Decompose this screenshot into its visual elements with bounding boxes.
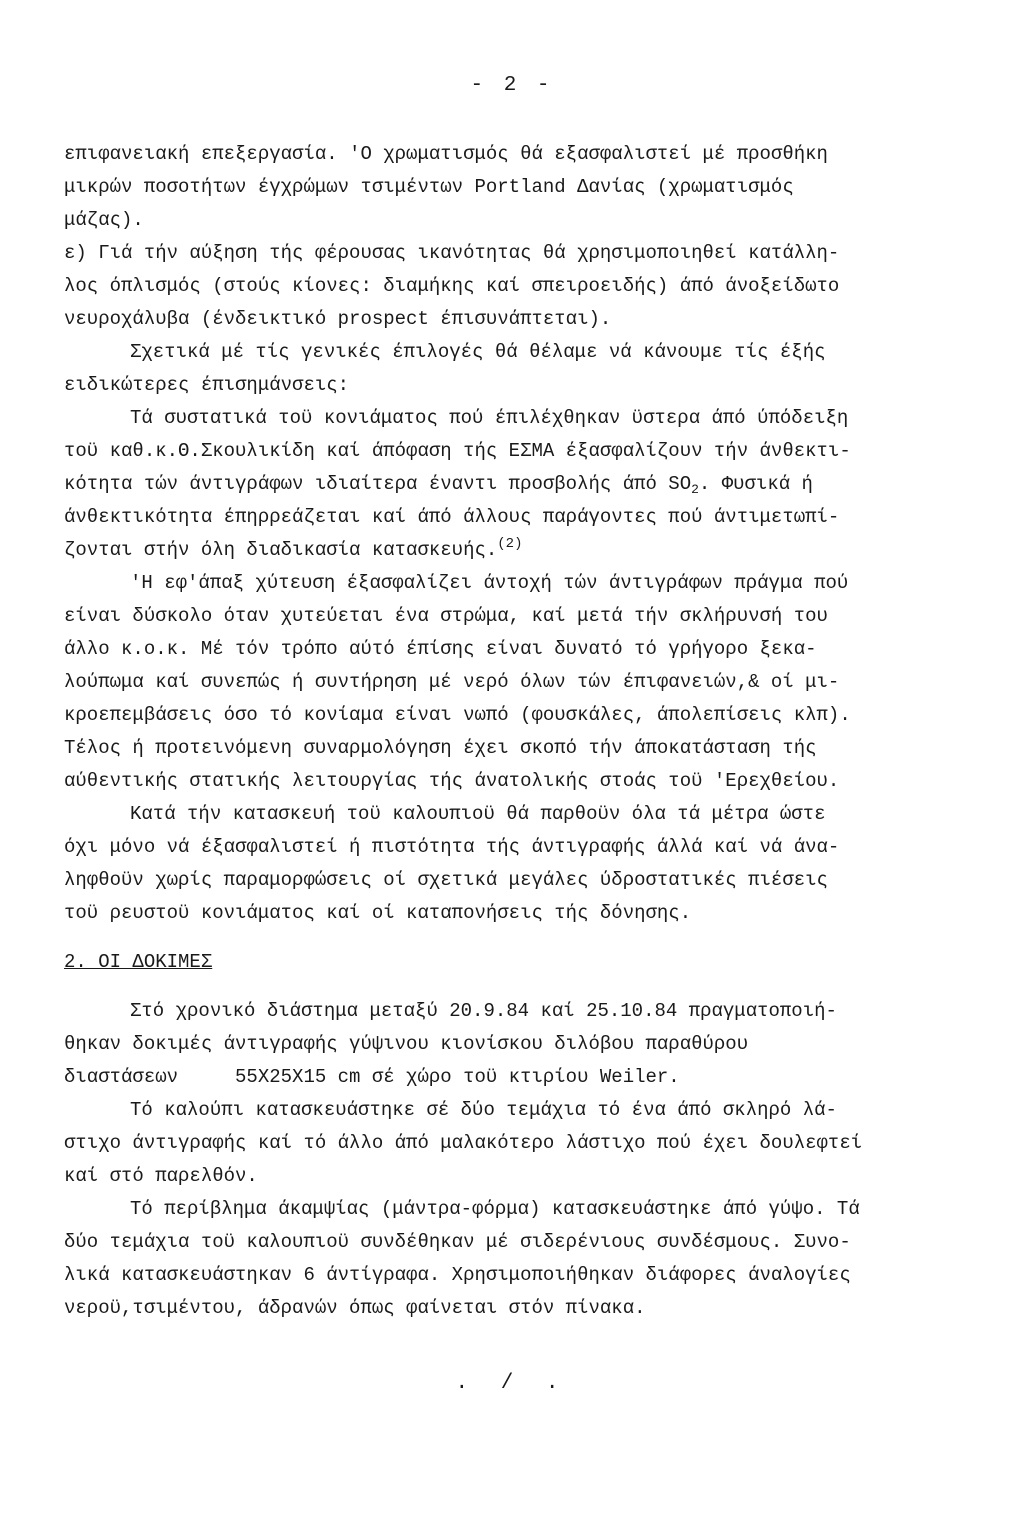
continuation-mark: . / . <box>455 1372 569 1395</box>
section-gap <box>64 930 964 946</box>
text-line: νεροϋ,τσιμέντου, άδρανών όπως φαίνεται στόν πίνακα. <box>64 1297 646 1319</box>
text-line <box>64 468 964 501</box>
text-line: 'Η εφ'άπαξ χύτευση έξασφαλίζει άντοχή τών άντιγράφων πράγμα πού <box>130 572 849 594</box>
text-line: μικρών ποσοτήτων έγχρώμων τσιμέντων Portland Δανίας (χρωματισμός <box>64 176 794 198</box>
text-line: μάζας). <box>64 209 144 231</box>
text-line: τοϋ ρευστοϋ κονιάματος καί οί καταπονήσεις τής δόνησης. <box>64 902 692 924</box>
paragraph-tests-period <box>64 995 964 1094</box>
text-line: ειδικώτερες έπισημάνσεις: <box>64 374 350 396</box>
text-line: στιχο άντιγραφής καί τό άλλο άπό μαλακότερο λάστιχο πού έχει δουλεφτεί <box>64 1132 863 1154</box>
paragraph-rigid-casing <box>64 1193 964 1325</box>
text-line: λος όπλισμός (στούς κίονες: διαμήκης καί σπειροειδής) άπό άνοξείδωτο <box>64 275 840 297</box>
body-text <box>64 138 964 1325</box>
page-number: - 2 - <box>470 74 554 97</box>
text-line: τοϋ καθ.κ.Θ.Σκουλικίδη καί άπόφαση τής ΕΣΜΑ έξασφαλίζουν τήν άνθεκτι- <box>64 440 851 462</box>
text-line: Σχετικά μέ τίς γενικές έπιλογές θά θέλαμε νά κάνουμε τίς έξής <box>130 341 826 363</box>
text-line: καί στό παρελθόν. <box>64 1165 258 1187</box>
text-line: όχι μόνο νά έξασφαλιστεί ή πιστότητα τής άντιγραφής άλλά καί νά άνα- <box>64 836 840 858</box>
text-line: Τό περίβλημα άκαμψίας (μάντρα-φόρμα) κατασκευάστηκε άπό γύψο. Τά <box>130 1198 860 1220</box>
subscript: 2 <box>691 482 699 497</box>
text-fragment: ζονται στήν όλη διαδικασία κατασκευής. <box>64 539 498 561</box>
text-line: Τέλος ή προτεινόμενη συναρμολόγηση έχει σκοπό τήν άποκατάσταση τής <box>64 737 817 759</box>
footnote-reference: (2) <box>497 536 523 552</box>
paragraph-reinforcement <box>64 237 964 336</box>
section-gap <box>64 979 964 995</box>
paragraph-mould-construction <box>64 798 964 930</box>
paragraph-mortar-components <box>64 402 964 567</box>
paragraph-casting <box>64 567 964 798</box>
text-line: άλλο κ.ο.κ. Μέ τόν τρόπο αύτό έπίσης είναι δυνατό τό γρήγορο ξεκα- <box>64 638 817 660</box>
section-heading: 2. ΟΙ ΔΟΚΙΜΕΣ <box>64 951 213 973</box>
text-line: Στό χρονικό διάστημα μεταξύ 20.9.84 καί 25.10.84 πραγματοποιή- <box>130 1000 837 1022</box>
text-line: Κατά τήν κατασκευή τοϋ καλουπιοϋ θά παρθοϋν όλα τά μέτρα ώστε <box>130 803 826 825</box>
text-line: λούπωμα καί συνεπώς ή συντήρηση μέ νερό όλων τών έπιφανειών,& οί μι- <box>64 671 840 693</box>
text-line: ε) Γιά τήν αύξηση τής φέρουσας ικανότητας θά χρησιμοποιηθεί κατάλλη- <box>64 242 840 264</box>
text-line: Τά συστατικά τοϋ κονιάματος πού έπιλέχθηκαν ϋστερα άπό ύπόδειξη <box>130 407 849 429</box>
text-fragment: . Φυσικά ή <box>698 473 813 495</box>
text-line: κροεπεμβάσεις όσο τό κονίαμα είναι νωπό (φουσκάλες, άπολεπίσεις κλπ). <box>64 704 851 726</box>
paragraph-mould-pieces <box>64 1094 964 1193</box>
paragraph-surface-treatment <box>64 138 964 237</box>
text-line <box>64 534 964 567</box>
text-line: λικά κατασκευάστηκαν 6 άντίγραφα. Χρησιμοποιήθηκαν διάφορες άναλογίες <box>64 1264 851 1286</box>
text-fragment: κότητα τών άντιγράφων ιδιαίτερα έναντι προσβολής άπό SO <box>64 473 692 495</box>
text-line: διαστάσεων 55X25X15 cm σέ χώρο τοϋ κτιρίου Weiler. <box>64 1066 680 1088</box>
text-line: δύο τεμάχια τοϋ καλουπιοϋ συνδέθηκαν μέ σιδερένιους συνδέσμους. Συνο- <box>64 1231 851 1253</box>
text-line: επιφανειακή επεξεργασία. 'Ο χρωματισμός θά εξασφαλιστεί μέ προσθήκη <box>64 143 828 165</box>
text-line: Τό καλούπι κατασκευάστηκε σέ δύο τεμάχια τό ένα άπό σκληρό λά- <box>130 1099 837 1121</box>
text-line: αύθεντικής στατικής λειτουργίας τής άνατολικής στοάς τοϋ 'Ερεχθείου. <box>64 770 840 792</box>
text-line: θηκαν δοκιμές άντιγραφής γύψινου κιονίσκου διλόβου παραθύρου <box>64 1033 749 1055</box>
text-line: άνθεκτικότητα έπηρρεάζεται καί άπό άλλους παράγοντες πού άντιμετωπί- <box>64 506 840 528</box>
text-line: είναι δύσκολο όταν χυτεύεται ένα στρώμα, καί μετά τήν σκλήρυνσή του <box>64 605 828 627</box>
text-line: νευροχάλυβα (ένδεικτικό prospect έπισυνάπτεται). <box>64 308 612 330</box>
paragraph-remarks-intro <box>64 336 964 402</box>
text-line: ληφθοϋν χωρίς παραμορφώσεις οί σχετικά μεγάλες ύδροστατικές πιέσεις <box>64 869 828 891</box>
